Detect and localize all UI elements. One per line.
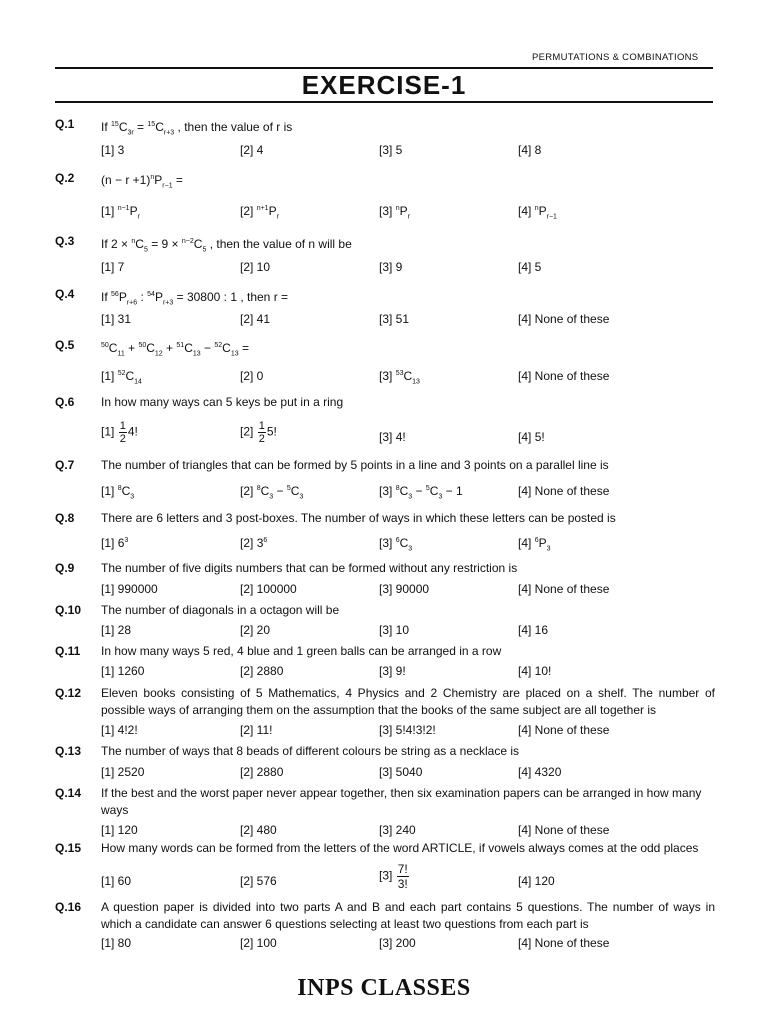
q3-number: Q.3 (55, 234, 75, 248)
q2-option-3: [3] $^nP_r$ (379, 204, 410, 221)
q4-option-3: [3] 51 (379, 312, 410, 326)
q1-option-3: [3] 5 (379, 143, 403, 157)
q15-text: How many words can be formed from the letters of the word ARTICLE, if vowels always comes at the odd places (101, 841, 699, 855)
q6-option-3: [3] 4! (379, 430, 406, 444)
q14-option-1: [1] 120 (101, 823, 138, 837)
q1-option-1: [1] 3 (101, 143, 125, 157)
q15-option-3: [3] $\frac{7!}{3!}$ (379, 862, 408, 891)
footer-brand: INPS CLASSES (297, 975, 471, 1001)
q16-option-1: [1] 80 (101, 936, 132, 950)
q9-option-3: [3] 90000 (379, 582, 430, 596)
q13-text: The number of ways that 8 beads of different colours be string as a necklace is (101, 744, 520, 758)
q12-option-2: [2] 11! (240, 723, 273, 737)
q8-option-3: [3] $^6C_3$ (379, 536, 413, 553)
q13-number: Q.13 (55, 744, 82, 758)
q14-option-4: [4] None of these (518, 823, 610, 837)
q16-option-4: [4] None of these (518, 936, 610, 950)
q2-expression: $(n - r +1)^nP_{r-1}$ = (101, 173, 183, 190)
q6-option-1: [1] $\frac{1}{2}$ 4! (101, 420, 138, 445)
q2-option-1: [1] $^{n-1}P_r$ (101, 204, 140, 221)
q16-option-2: [2] 100 (240, 936, 277, 950)
q12-option-4: [4] None of these (518, 723, 610, 737)
q10-option-4: [4] 16 (518, 623, 549, 637)
q9-text: The number of five digits numbers that can be formed without any restriction is (101, 561, 518, 575)
q12-option-3: [3] 5!4!3!2! (379, 723, 436, 737)
q5-option-2: [2] 0 (240, 369, 264, 383)
q16-option-3: [3] 200 (379, 936, 416, 950)
q4-text: If $^{56}P_{r+6}$ : $^{54}P_{r+3} = 30800$ : 1 , then r = (101, 290, 289, 307)
q3-option-2: [2] 10 (240, 260, 271, 274)
q4-option-4: [4] None of these (518, 312, 610, 326)
page-title: EXERCISE-1 (301, 70, 467, 100)
q6-number: Q.6 (55, 395, 75, 409)
q2-option-2: [2] $^{n+1}P_r$ (240, 204, 279, 221)
q13-option-3: [3] 5040 (379, 765, 423, 779)
q10-text: The number of diagonals in a octagon will be (101, 603, 340, 617)
q15-option-2: [2] 576 (240, 874, 277, 888)
q11-option-2: [2] 2880 (240, 664, 284, 678)
q14-option-3: [3] 240 (379, 823, 416, 837)
q14-text: If the best and the worst paper never appear together, then six examination papers can be arranged in how many ways (101, 786, 702, 817)
q3-option-1: [1] 7 (101, 260, 125, 274)
title-rule (55, 101, 713, 103)
q10-option-2: [2] 20 (240, 623, 271, 637)
q7-text: The number of triangles that can be formed by 5 points in a line and 3 points on a parallel line is (101, 458, 609, 472)
q6-option-4: [4] 5! (518, 430, 545, 444)
q15-option-4: [4] 120 (518, 874, 555, 888)
q4-option-1: [1] 31 (101, 312, 132, 326)
q7-option-4: [4] None of these (518, 484, 610, 498)
q15-option-1: [1] 60 (101, 874, 132, 888)
q13-option-2: [2] 2880 (240, 765, 284, 779)
q4-option-2: [2] 41 (240, 312, 271, 326)
q11-text: In how many ways 5 red, 4 blue and 1 green balls can be arranged in a row (101, 644, 502, 658)
q14-number: Q.14 (55, 786, 82, 800)
q9-option-4: [4] None of these (518, 582, 610, 596)
q12-number: Q.12 (55, 686, 82, 700)
q11-option-1: [1] 1260 (101, 664, 145, 678)
q9-option-2: [2] 100000 (240, 582, 297, 596)
q5-number: Q.5 (55, 338, 75, 352)
q7-number: Q.7 (55, 458, 75, 472)
q6-text: In how many ways can 5 keys be put in a ring (101, 395, 344, 409)
q10-option-1: [1] 28 (101, 623, 132, 637)
q1-option-4: [4] 8 (518, 143, 542, 157)
header-subject: PERMUTATIONS & COMBINATIONS (532, 52, 699, 63)
q8-option-4: [4] $^6P_3$ (518, 536, 551, 553)
q1-option-2: [2] 4 (240, 143, 264, 157)
q1-number: Q.1 (55, 117, 75, 131)
q1-text: If $^{15}C_{3r} = ^{15}C_{r+3}$ , then the value of r is (101, 120, 293, 137)
top-rule (55, 67, 713, 69)
q3-text: If $2 \times ^nC_5 = 9 \times ^{n-2}C_5$ , then the value of n will be (101, 237, 352, 254)
q8-option-1: [1] $6^3$ (101, 536, 129, 550)
q5-option-4: [4] None of these (518, 369, 610, 383)
q3-option-3: [3] 9 (379, 260, 403, 274)
q11-option-3: [3] 9! (379, 664, 406, 678)
q7-option-1: [1] $^8C_3$ (101, 484, 135, 501)
q15-number: Q.15 (55, 841, 82, 855)
q14-option-2: [2] 480 (240, 823, 277, 837)
q8-option-2: [2] $3^6$ (240, 536, 268, 550)
q8-number: Q.8 (55, 511, 75, 525)
q5-expression: $^{50}C_{11} + ^{50}C_{12} + ^{51}C_{13} - ^{52}C_{13}$ = (101, 341, 249, 358)
q7-option-3: [3] $^8C_3 - ^5C_3 - 1$ (379, 484, 463, 501)
q12-option-1: [1] 4!2! (101, 723, 138, 737)
q10-number: Q.10 (55, 603, 82, 617)
q5-option-1: [1] $^{52}C_{14}$ (101, 369, 142, 386)
q4-number: Q.4 (55, 287, 75, 301)
q6-option-2: [2] $\frac{1}{2}$ 5! (240, 420, 277, 445)
q7-option-2: [2] $^8C_3 - ^5C_3$ (240, 484, 304, 501)
q13-option-1: [1] 2520 (101, 765, 145, 779)
q11-option-4: [4] 10! (518, 664, 552, 678)
q9-number: Q.9 (55, 561, 75, 575)
q2-number: Q.2 (55, 171, 75, 185)
q5-option-3: [3] $^{53}C_{13}$ (379, 369, 420, 386)
q13-option-4: [4] 4320 (518, 765, 562, 779)
q11-number: Q.11 (55, 644, 81, 658)
q10-option-3: [3] 10 (379, 623, 410, 637)
q2-option-4: [4] $^nP_{r-1}$ (518, 204, 557, 221)
q12-text: Eleven books consisting of 5 Mathematics, 4 Physics and 2 Chemistry are placed on a shelf. The number of possible ways of arranging them on the assumption that the books of the same subject are all together is (101, 686, 715, 717)
q9-option-1: [1] 990000 (101, 582, 158, 596)
q3-option-4: [4] 5 (518, 260, 542, 274)
q16-text: A question paper is divided into two parts A and B and each part contains 5 questions. The number of ways in which a candidate can answer 6 questions selecting at least two questions from each part is (101, 900, 715, 931)
q16-number: Q.16 (55, 900, 82, 914)
q8-text: There are 6 letters and 3 post-boxes. The number of ways in which these letters can be posted is (101, 511, 616, 525)
